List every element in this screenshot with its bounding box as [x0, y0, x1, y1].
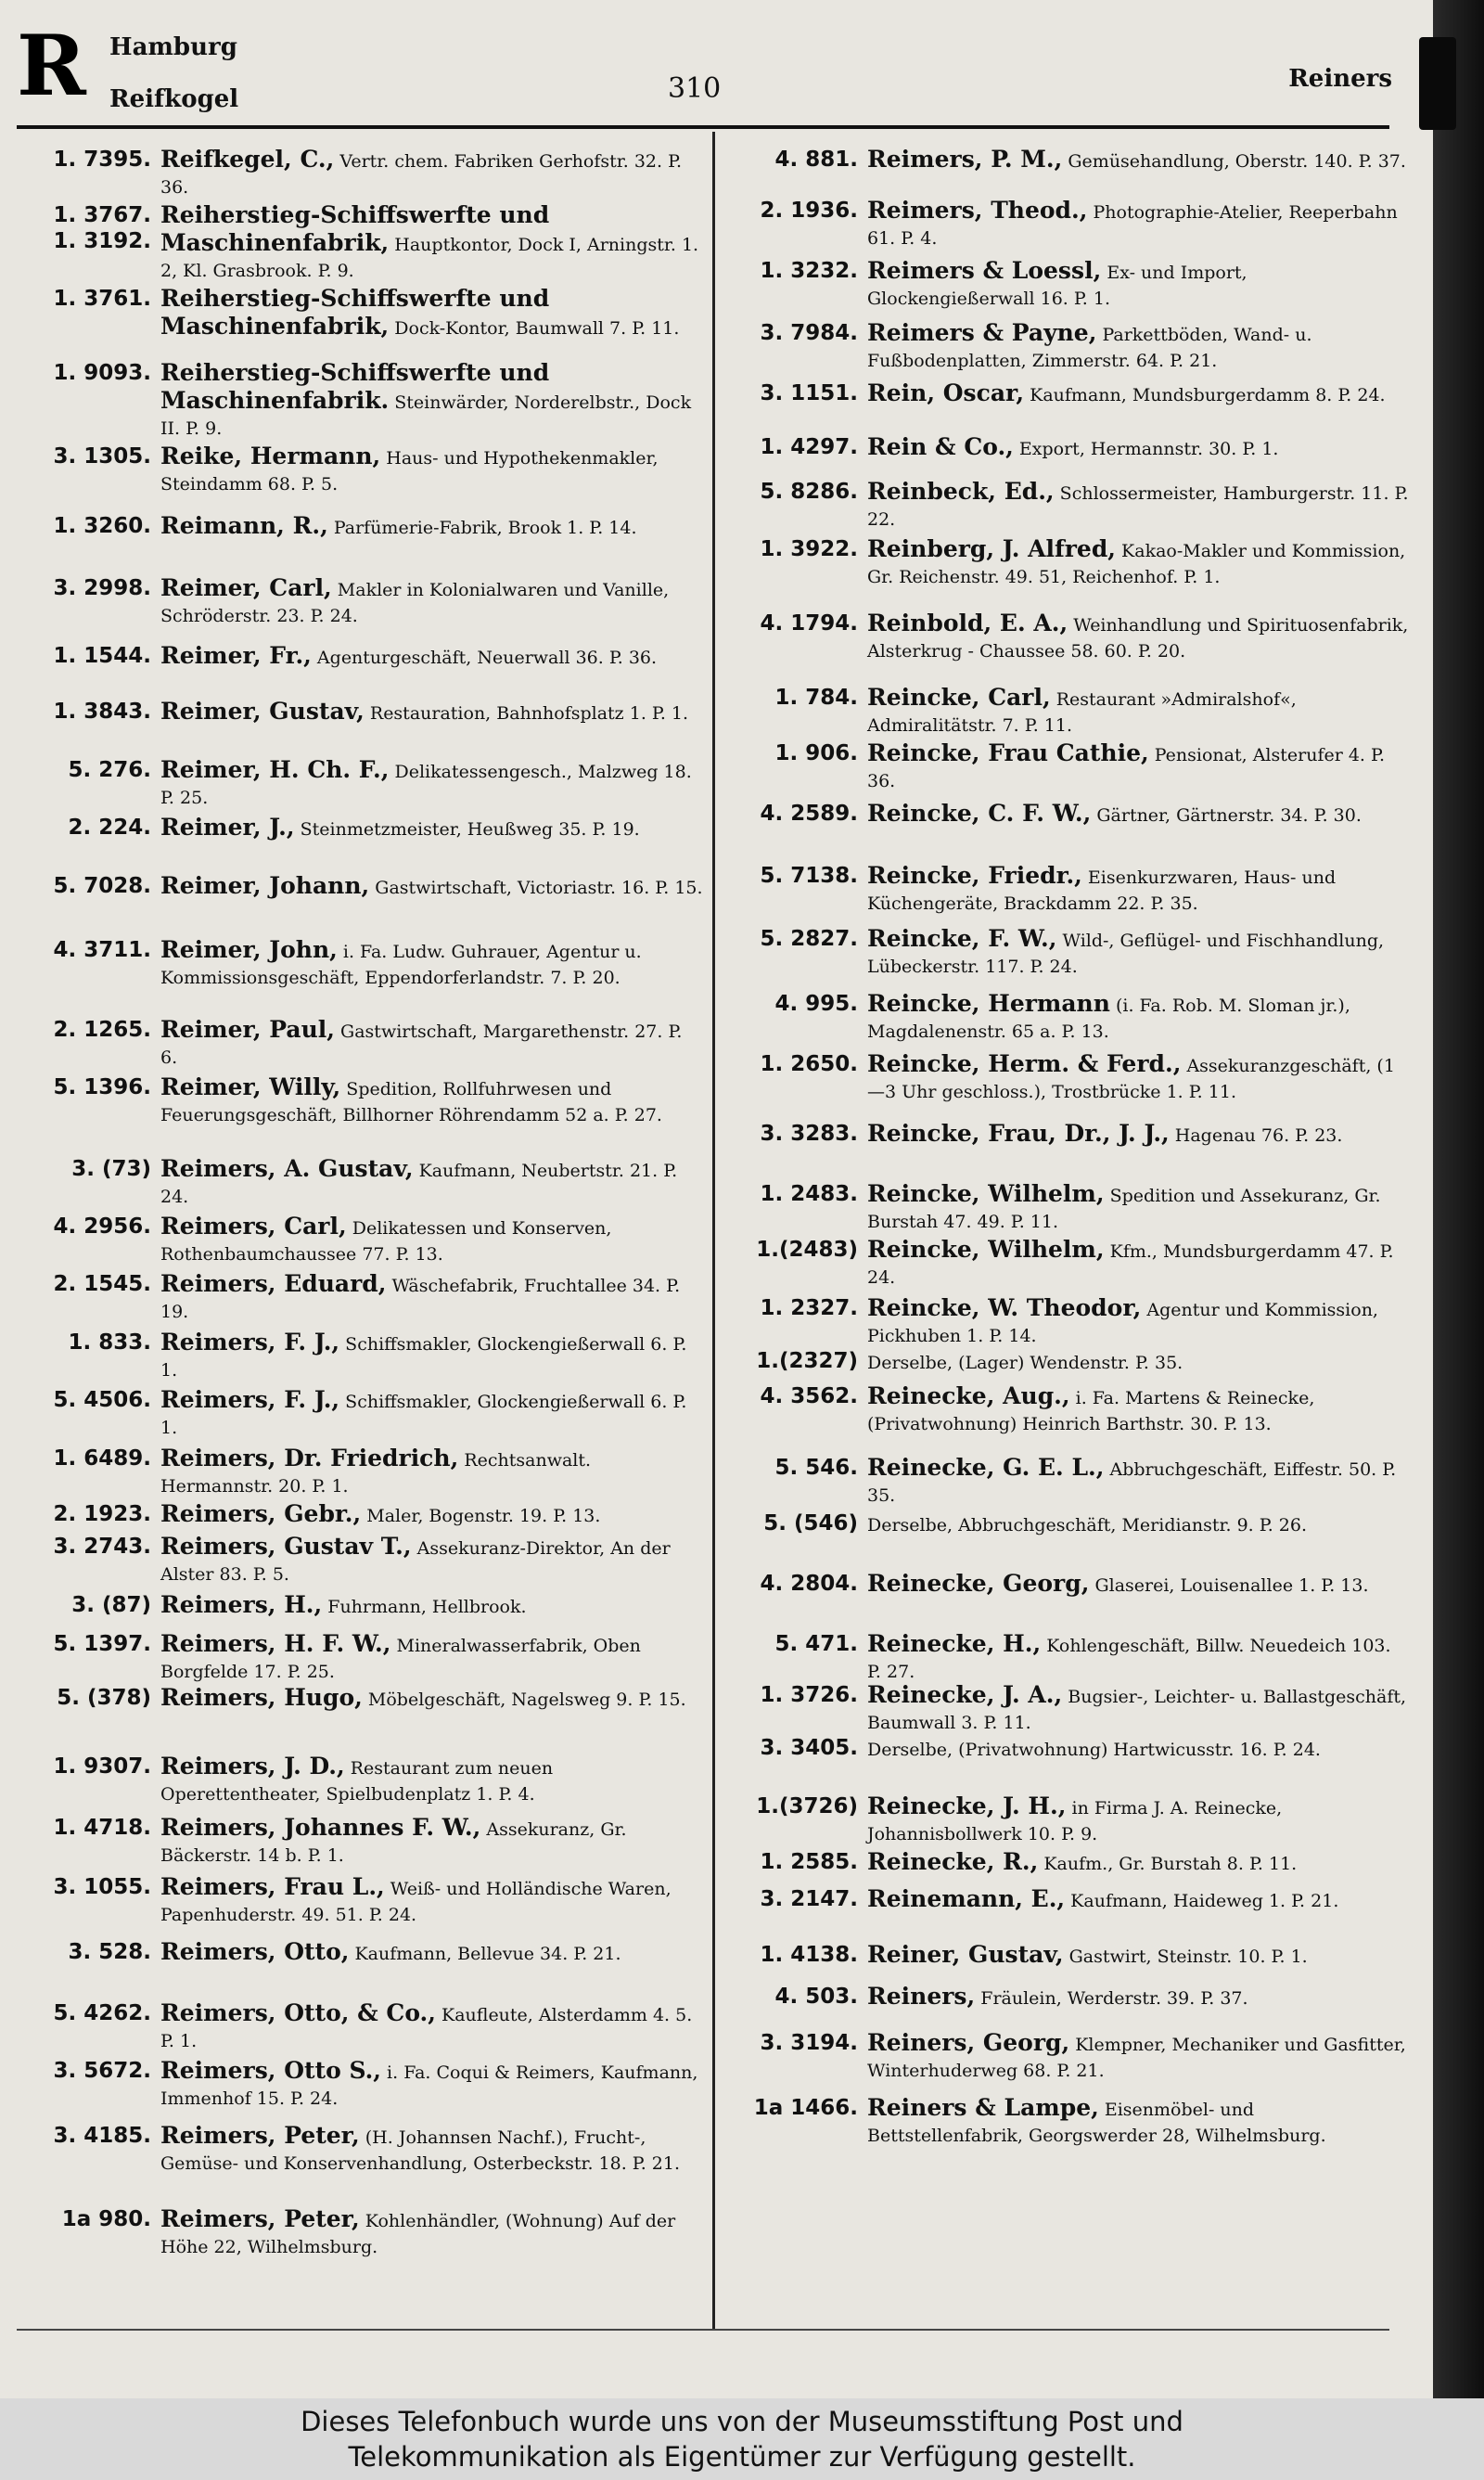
subscriber-name: Reimers, F. J., — [160, 1386, 340, 1413]
subscriber-name: Reincke, Wilhelm, — [867, 1180, 1105, 1207]
subscriber-name: Rein, Oscar, — [867, 379, 1025, 406]
entry-text — [160, 513, 703, 541]
phone-number: 1. 4718. — [53, 1816, 151, 1840]
phone-number: 4. 2804. — [760, 1572, 858, 1596]
phone-number: 2. 1936. — [760, 199, 858, 223]
entry-text — [160, 1156, 703, 1210]
subscriber-details: Assekuranzgeschäft, (1—3 Uhr geschloss.), Trostbrücke 1. P. 11. — [867, 1056, 1395, 1102]
phone-number: 3. 4185. — [53, 2124, 151, 2148]
subscriber-details: Gemüsehandlung, Oberstr. 140. P. 37. — [1062, 151, 1406, 172]
phone-number: 1. 9307. — [53, 1754, 151, 1779]
subscriber-name: Reinecke, Aug., — [867, 1382, 1070, 1409]
entry-text — [160, 2058, 703, 2112]
entry-text — [867, 1051, 1410, 1105]
subscriber-name: Reimers, Otto S., — [160, 2057, 382, 2084]
subscriber-details: Wäschefabrik, Fruchtallee 34. P. 19. — [160, 1276, 681, 1322]
entry-text — [160, 1074, 703, 1128]
entry-text — [160, 1501, 703, 1529]
subscriber-name: Reinecke, Georg, — [867, 1570, 1090, 1597]
entry-text — [160, 1534, 703, 1587]
subscriber-details: Mineralwasserfabrik, Oben Borgfelde 17. P. 25. — [160, 1636, 641, 1682]
subscriber-details: (H. Johannsen Nachf.), Frucht-, Gemüse- und Konservenhandlung, Osterbeckstr. 18. P. 21. — [160, 2127, 681, 2174]
entry-text — [867, 2095, 1410, 2149]
footer-line-1: Dieses Telefonbuch wurde uns von der Museumsstiftung Post und — [301, 2406, 1183, 2437]
subscriber-details: Kaufleute, Alsterdamm 4. 5. P. 1. — [160, 2005, 693, 2051]
phone-number: 1. 4297. — [760, 435, 858, 459]
entry-text — [160, 1592, 703, 1620]
subscriber-details: Möbelgeschäft, Nagelsweg 9. P. 15. — [362, 1690, 686, 1710]
section-letter: R — [17, 17, 86, 115]
subscriber-details: Schlossermeister, Hamburgerstr. 11. P. 22. — [867, 483, 1409, 530]
phone-number: 1.(3726) — [756, 1794, 858, 1818]
entry-text — [160, 1631, 703, 1685]
entry-text — [867, 1181, 1410, 1235]
phone-number: 5. 2827. — [760, 927, 858, 951]
entry-text — [867, 258, 1410, 312]
entry-text — [867, 536, 1410, 590]
subscriber-name: Reimer, Carl, — [160, 574, 332, 601]
entry-text — [160, 1685, 703, 1713]
header-rule — [17, 125, 1389, 129]
phone-number: 1. 833. — [68, 1330, 151, 1355]
entry-text — [160, 1939, 703, 1967]
subscriber-details: Kaufmann, Bellevue 34. P. 21. — [349, 1944, 621, 1964]
entry-text — [867, 1383, 1410, 1437]
phone-number: 3. 5672. — [53, 2059, 151, 2083]
subscriber-details: i. Fa. Ludw. Guhrauer, Agentur u. Kommissionsgeschäft, Eppendorferlandstr. 7. P. 20. — [160, 942, 642, 988]
subscriber-details: Fräulein, Werderstr. 39. P. 37. — [975, 1988, 1248, 2009]
subscriber-details: Derselbe, Abbruchgeschäft, Meridianstr. 9. P. 26. — [867, 1515, 1307, 1536]
entry-text — [867, 479, 1410, 533]
entry-text — [160, 2206, 703, 2260]
column-divider — [712, 132, 715, 2331]
subscriber-details: Hagenau 76. P. 23. — [1169, 1125, 1343, 1146]
subscriber-details: Bugsier-, Leichter- u. Ballastgeschäft, Baumwall 3. P. 11. — [867, 1687, 1407, 1733]
phone-number: 5. 8286. — [760, 480, 858, 504]
phone-number: 5. 7138. — [760, 864, 858, 888]
subscriber-name: Reimers, Theod., — [867, 197, 1088, 224]
entry-text — [867, 801, 1410, 829]
entry-text — [867, 1984, 1410, 2011]
subscriber-name: Reinbold, E. A., — [867, 610, 1068, 636]
subscriber-details: Maler, Bogenstr. 19. P. 13. — [361, 1506, 601, 1526]
subscriber-name: Reincke, F. W., — [867, 925, 1057, 952]
subscriber-details: i. Fa. Coqui & Reimers, Kaufmann, Immenhof 15. P. 24. — [160, 2062, 698, 2109]
phone-number: 1. 4138. — [760, 1943, 858, 1967]
entry-text — [160, 1446, 703, 1499]
subscriber-details: Kohlengeschäft, Billw. Neuedeich 103. P. 27. — [867, 1636, 1391, 1682]
subscriber-name: Reincke, Herm. & Ferd., — [867, 1050, 1182, 1077]
page-header — [0, 0, 1433, 130]
entry-text — [160, 443, 703, 497]
subscriber-details: Kaufm., Gr. Burstah 8. P. 11. — [1038, 1854, 1298, 1874]
header-first-entry: Reifkogel — [109, 85, 239, 113]
subscriber-details: Glaserei, Louisenallee 1. P. 13. — [1089, 1575, 1369, 1596]
subscriber-name: Reiherstieg-Schiffswerfte und Maschinenfabrik, — [160, 285, 550, 340]
phone-number: 3. 1151. — [760, 381, 858, 405]
subscriber-details: Gastwirtschaft, Margarethenstr. 27. P. 6. — [160, 1022, 683, 1068]
subscriber-name: Reimers, Frau L., — [160, 1873, 385, 1900]
entry-text — [867, 1455, 1410, 1509]
entry-text — [160, 1815, 703, 1869]
entry-text — [867, 1510, 1410, 1538]
phone-number: 1. 2585. — [760, 1850, 858, 1874]
phone-number: 4. 1794. — [760, 611, 858, 636]
subscriber-name: Reincke, W. Theodor, — [867, 1294, 1142, 1321]
subscriber-name: Reimers, P. M., — [867, 146, 1063, 173]
subscriber-details: Eisenkurzwaren, Haus- und Küchengeräte, Brackdamm 22. P. 35. — [867, 867, 1337, 914]
subscriber-name: Reimer, J., — [160, 814, 295, 841]
subscriber-details: (i. Fa. Rob. M. Sloman jr.), Magdalenenstr. 65 a. P. 13. — [867, 996, 1350, 1042]
entry-text — [160, 937, 703, 991]
entry-text — [160, 1330, 703, 1383]
subscriber-details: Kaufmann, Mundsburgerdamm 8. P. 24. — [1024, 385, 1386, 405]
subscriber-details: Ex- und Import, Glockengießerwall 16. P. 1. — [867, 263, 1247, 309]
subscriber-details: Kaufmann, Haideweg 1. P. 21. — [1065, 1891, 1339, 1911]
entry-text — [160, 1271, 703, 1325]
subscriber-details: Schiffsmakler, Glockengießerwall 6. P. 1. — [160, 1334, 687, 1381]
entry-text — [160, 147, 703, 200]
phone-number: 1. 6489. — [53, 1446, 151, 1471]
subscriber-details: Photographie-Atelier, Reeperbahn 61. P. 4. — [867, 202, 1398, 249]
subscriber-details: Restauration, Bahnhofsplatz 1. P. 1. — [364, 703, 689, 724]
subscriber-details: Delikatessengesch., Malzweg 18. P. 25. — [160, 762, 692, 808]
subscriber-details: Restaurant »Admiralshof«, Admiralitätstr. 7. P. 11. — [867, 689, 1297, 736]
subscriber-name: Reinecke, H., — [867, 1630, 1042, 1657]
subscriber-details: Dock-Kontor, Baumwall 7. P. 11. — [389, 318, 680, 339]
subscriber-name: Reinberg, J. Alfred, — [867, 535, 1117, 562]
phone-number: 1a 980. — [61, 2207, 151, 2231]
subscriber-details: Weinhandlung und Spirituosenfabrik, Alsterkrug - Chaussee 58. 60. P. 20. — [867, 615, 1409, 662]
phone-number: 1. 3767. 1. 3192. — [53, 203, 151, 253]
subscriber-details: Hauptkontor, Dock I, Arningstr. 1. 2, Kl. Grasbrook. P. 9. — [160, 235, 699, 281]
subscriber-details: Export, Hermannstr. 30. P. 1. — [1013, 439, 1279, 459]
subscriber-details: Spedition und Assekuranz, Gr. Burstah 47. 49. P. 11. — [867, 1186, 1381, 1232]
phone-number: 1. 3726. — [760, 1683, 858, 1707]
subscriber-name: Reimers, Dr. Friedrich, — [160, 1445, 459, 1471]
subscriber-name: Reimers & Payne, — [867, 319, 1097, 346]
subscriber-name: Reincke, C. F. W., — [867, 800, 1092, 827]
subscriber-name: Reimer, Fr., — [160, 642, 312, 669]
subscriber-details: i. Fa. Martens & Reinecke, (Privatwohnung) Heinrich Barthstr. 30. P. 13. — [867, 1388, 1315, 1434]
entry-text — [160, 815, 703, 842]
subscriber-details: Agentur und Kommission, Pickhuben 1. P. 14. — [867, 1300, 1378, 1346]
book-spine-edge — [1433, 0, 1484, 2398]
phone-number: 5. (546) — [763, 1511, 858, 1536]
phone-number: 2. 224. — [68, 816, 151, 840]
phone-number: 4. 2956. — [53, 1214, 151, 1239]
phone-number: 4. 503. — [774, 1985, 858, 2009]
subscriber-details: Fuhrmann, Hellbrook. — [322, 1597, 527, 1617]
subscriber-name: Reinemann, E., — [867, 1885, 1066, 1912]
phone-number: 1. 3843. — [53, 700, 151, 724]
scan-credit-footer — [0, 2398, 1484, 2480]
phone-number: 3. 3283. — [760, 1122, 858, 1146]
entry-text — [867, 610, 1410, 664]
entry-text — [867, 1942, 1410, 1970]
subscriber-name: Reincke, Frau, Dr., J. J., — [867, 1120, 1170, 1147]
subscriber-details: Agenturgeschäft, Neuerwall 36. P. 36. — [311, 648, 658, 668]
subscriber-name: Reimers, Otto, & Co., — [160, 1999, 436, 2026]
footer-line-2: Telekommunikation als Eigentümer zur Verfügung gestellt. — [348, 2441, 1136, 2473]
phone-number: 3. 3194. — [760, 2031, 858, 2055]
subscriber-name: Reimers, F. J., — [160, 1329, 340, 1356]
phone-number: 1. 906. — [774, 741, 858, 765]
subscriber-details: Vertr. chem. Fabriken Gerhofstr. 32. P. 36. — [160, 151, 683, 198]
subscriber-name: Reimers, A. Gustav, — [160, 1155, 414, 1182]
subscriber-details: Kfm., Mundsburgerdamm 47. P. 24. — [867, 1241, 1394, 1288]
phone-number: 3. 3405. — [760, 1736, 858, 1760]
phone-number: 5. 4262. — [53, 2001, 151, 2025]
entry-text — [160, 1387, 703, 1441]
phone-number: 1. 2327. — [760, 1296, 858, 1320]
phone-number: 3. 528. — [68, 1940, 151, 1964]
subscriber-details: Haus- und Hypothekenmakler, Steindamm 68. P. 5. — [160, 448, 659, 495]
entry-text — [867, 1735, 1410, 1763]
subscriber-name: Reiners, — [867, 1983, 976, 2010]
phone-number: 1.(2483) — [756, 1238, 858, 1262]
subscriber-name: Reiners, Georg, — [867, 2029, 1070, 2056]
subscriber-name: Reinecke, J. A., — [867, 1681, 1063, 1708]
phone-number: 3. (73) — [71, 1157, 151, 1181]
phone-number: 3. 1055. — [53, 1875, 151, 1899]
subscriber-details: Klempner, Mechaniker und Gasfitter, Winterhuderweg 68. P. 21. — [867, 2035, 1406, 2081]
entry-text — [160, 699, 703, 726]
phone-number: 1. 2483. — [760, 1182, 858, 1206]
subscriber-details: Parkettböden, Wand- u. Fußbodenplatten, Zimmerstr. 64. P. 21. — [867, 325, 1312, 371]
subscriber-name: Reinecke, J. H., — [867, 1793, 1067, 1819]
entry-text — [867, 863, 1410, 917]
subscriber-name: Rein & Co., — [867, 433, 1014, 460]
subscriber-name: Reimer, Paul, — [160, 1016, 336, 1043]
subscriber-details: Assekuranz-Direktor, An der Alster 83. P. 5. — [160, 1538, 671, 1585]
subscriber-name: Reimers, H., — [160, 1591, 323, 1618]
footer-rule — [17, 2329, 1389, 2331]
phone-number: 3. 7984. — [760, 321, 858, 345]
subscriber-name: Reimers, Gustav T., — [160, 1533, 412, 1560]
entry-text — [160, 286, 703, 341]
phone-number: 5. (378) — [57, 1686, 151, 1710]
subscriber-name: Reincke, Frau Cathie, — [867, 739, 1149, 766]
entry-text — [867, 147, 1410, 174]
phone-number: 3. 2147. — [760, 1887, 858, 1911]
entry-text — [160, 202, 703, 284]
subscriber-name: Reimer, H. Ch. F., — [160, 756, 390, 783]
subscriber-name: Reimers, Carl, — [160, 1213, 347, 1240]
phone-number: 4. 2589. — [760, 802, 858, 826]
subscriber-details: Wild-, Geflügel- und Fischhandlung, Lübeckerstr. 117. P. 24. — [867, 931, 1385, 977]
phone-number: 1a 1466. — [753, 2096, 858, 2120]
subscriber-details: Kaufmann, Neubertstr. 21. P. 24. — [160, 1161, 678, 1207]
phone-number: 1. 3260. — [53, 514, 151, 538]
phone-number: 1. 784. — [774, 686, 858, 710]
subscriber-details: Assekuranz, Gr. Bäckerstr. 14 b. P. 1. — [160, 1819, 627, 1866]
subscriber-name: Reimers, H. F. W., — [160, 1630, 391, 1657]
subscriber-name: Reimers, J. D., — [160, 1753, 345, 1780]
header-city: Hamburg — [109, 33, 237, 61]
phone-number: 2. 1923. — [53, 1502, 151, 1526]
phone-number: 4. 881. — [774, 148, 858, 172]
entry-text — [867, 1631, 1410, 1685]
entry-text — [867, 1295, 1410, 1349]
subscriber-details: Restaurant zum neuen Operettentheater, Spielbudenplatz 1. P. 4. — [160, 1758, 554, 1805]
phone-number: 5. 276. — [68, 758, 151, 782]
subscriber-name: Reimer, Gustav, — [160, 698, 365, 725]
phone-number: 4. 995. — [774, 992, 858, 1016]
subscriber-name: Reimers, Peter, — [160, 2122, 360, 2149]
subscriber-details: Derselbe, (Privatwohnung) Hartwicusstr. 16. P. 24. — [867, 1740, 1321, 1760]
phone-number: 2. 1265. — [53, 1018, 151, 1042]
entry-text — [867, 1682, 1410, 1736]
entry-text — [867, 380, 1410, 408]
subscriber-details: Delikatessen und Konserven, Rothenbaumchaussee 77. P. 13. — [160, 1218, 612, 1265]
subscriber-name: Reimann, R., — [160, 512, 328, 539]
entry-text — [867, 198, 1410, 251]
entry-text — [160, 873, 703, 901]
subscriber-name: Reincke, Friedr., — [867, 862, 1082, 889]
phone-number: 3. (87) — [71, 1593, 151, 1617]
subscriber-details: Derselbe, (Lager) Wendenstr. P. 35. — [867, 1353, 1183, 1373]
subscriber-name: Reimers, Johannes F. W., — [160, 1814, 481, 1841]
entry-text — [160, 2000, 703, 2054]
entry-text — [160, 1874, 703, 1928]
phone-number: 1. 9093. — [53, 361, 151, 385]
entry-text — [867, 685, 1410, 739]
subscriber-details: Makler in Kolonialwaren und Vanille, Schröderstr. 23. P. 24. — [160, 580, 670, 626]
entry-text — [867, 434, 1410, 462]
subscriber-name: Reincke, Carl, — [867, 684, 1051, 711]
header-last-entry: Reiners — [1288, 65, 1392, 93]
subscriber-details: Spedition, Rollfuhrwesen und Feuerungsgeschäft, Billhorner Röhrendamm 52 a. P. 27. — [160, 1079, 662, 1125]
subscriber-name: Reike, Hermann, — [160, 443, 381, 469]
subscriber-details: Kakao-Makler und Kommission, Gr. Reichenstr. 49. 51, Reichenhof. P. 1. — [867, 541, 1406, 587]
phone-number: 1. 3232. — [760, 259, 858, 283]
phone-number: 5. 7028. — [53, 874, 151, 898]
subscriber-name: Reimers, Peter, — [160, 2205, 360, 2232]
subscriber-details: Kohlenhändler, (Wohnung) Auf der Höhe 22, Wilhelmsburg. — [160, 2211, 676, 2257]
entry-text — [160, 643, 703, 671]
subscriber-details: in Firma J. A. Reinecke, Johannisbollwerk 10. P. 9. — [867, 1798, 1283, 1844]
subscriber-details: Weiß- und Holländische Waren, Papenhuderstr. 49. 51. P. 24. — [160, 1879, 672, 1925]
subscriber-name: Reimer, Johann, — [160, 872, 370, 899]
subscriber-details: Steinmetzmeister, Heußweg 35. P. 19. — [294, 819, 640, 840]
entry-text — [867, 926, 1410, 980]
subscriber-name: Reiner, Gustav, — [867, 1941, 1064, 1968]
phone-number: 1. 7395. — [53, 148, 151, 172]
phone-number: 5. 546. — [774, 1456, 858, 1480]
subscriber-name: Reimers, Hugo, — [160, 1684, 363, 1711]
phone-number: 1. 3922. — [760, 537, 858, 561]
subscriber-details: Gärtner, Gärtnerstr. 34. P. 30. — [1091, 805, 1362, 826]
subscriber-name: Reinbeck, Ed., — [867, 478, 1055, 505]
entry-text — [160, 757, 703, 811]
phone-number: 2. 1545. — [53, 1272, 151, 1296]
phone-number: 3. 1305. — [53, 444, 151, 469]
subscriber-details: Eisenmöbel- und Bettstellenfabrik, Georgswerder 28, Wilhelmsburg. — [867, 2100, 1326, 2146]
entry-text — [867, 1121, 1410, 1149]
phone-number: 1. 3761. — [53, 287, 151, 311]
subscriber-name: Reimer, John, — [160, 936, 338, 963]
subscriber-details: Pensionat, Alsterufer 4. P. 36. — [867, 745, 1385, 791]
subscriber-name: Reinecke, R., — [867, 1848, 1039, 1875]
phone-number: 5. 1397. — [53, 1632, 151, 1656]
subscriber-name: Reimers, Otto, — [160, 1938, 350, 1965]
subscriber-details: Schiffsmakler, Glockengießerwall 6. P. 1. — [160, 1392, 687, 1438]
subscriber-details: Steinwärder, Norderelbstr., Dock II. P. 9. — [160, 392, 692, 439]
entry-text — [867, 1571, 1410, 1599]
phone-number: 1.(2327) — [756, 1349, 858, 1373]
entry-text — [160, 1754, 703, 1807]
subscriber-name: Reincke, Hermann — [867, 990, 1110, 1017]
entry-text — [867, 2030, 1410, 2084]
entry-text — [867, 991, 1410, 1045]
thumb-index-tab — [1419, 37, 1456, 130]
subscriber-name: Reimers, Eduard, — [160, 1270, 387, 1297]
entry-text — [160, 1017, 703, 1071]
subscriber-name: Reimers & Loessl, — [867, 257, 1102, 284]
subscriber-name: Reimers, Gebr., — [160, 1500, 362, 1527]
subscriber-name: Reifkegel, C., — [160, 146, 335, 173]
subscriber-name: Reiherstieg-Schiffswerfte und Maschinenfabrik. — [160, 359, 550, 414]
subscriber-name: Reincke, Wilhelm, — [867, 1236, 1105, 1263]
entry-text — [867, 740, 1410, 794]
phone-number: 3. 2743. — [53, 1535, 151, 1559]
phone-number: 4. 3562. — [760, 1384, 858, 1408]
entry-text — [160, 575, 703, 629]
page-number: 310 — [668, 72, 722, 105]
subscriber-name: Reiners & Lampe, — [867, 2094, 1099, 2121]
subscriber-details: Gastwirtschaft, Victoriastr. 16. P. 15. — [369, 878, 703, 898]
entry-text — [867, 320, 1410, 374]
entry-text — [867, 1849, 1410, 1877]
right-column — [723, 137, 1410, 2327]
phone-number: 1. 1544. — [53, 644, 151, 668]
entry-text — [867, 1237, 1410, 1291]
entry-text — [867, 1793, 1410, 1847]
phone-number: 1. 2650. — [760, 1052, 858, 1076]
entry-text — [160, 360, 703, 442]
left-column — [17, 137, 703, 2327]
entry-text — [867, 1886, 1410, 1914]
phone-number: 5. 4506. — [53, 1388, 151, 1412]
subscriber-details: Parfümerie-Fabrik, Brook 1. P. 14. — [327, 518, 637, 538]
subscriber-details: Rechtsanwalt. Hermannstr. 20. P. 1. — [160, 1450, 592, 1497]
subscriber-details: Abbruchgeschäft, Eiffestr. 50. P. 35. — [867, 1459, 1397, 1506]
entry-text — [160, 1214, 703, 1267]
phone-number: 5. 1396. — [53, 1075, 151, 1099]
subscriber-name: Reinecke, G. E. L., — [867, 1454, 1105, 1481]
phone-number: 3. 2998. — [53, 576, 151, 600]
phone-number: 4. 3711. — [53, 938, 151, 962]
phone-number: 5. 471. — [774, 1632, 858, 1656]
entry-text — [867, 1348, 1410, 1376]
entry-text — [160, 2123, 703, 2177]
subscriber-name: Reiherstieg-Schiffswerfte und Maschinenfabrik, — [160, 201, 550, 256]
subscriber-name: Reimer, Willy, — [160, 1073, 341, 1100]
subscriber-details: Gastwirt, Steinstr. 10. P. 1. — [1063, 1947, 1308, 1967]
